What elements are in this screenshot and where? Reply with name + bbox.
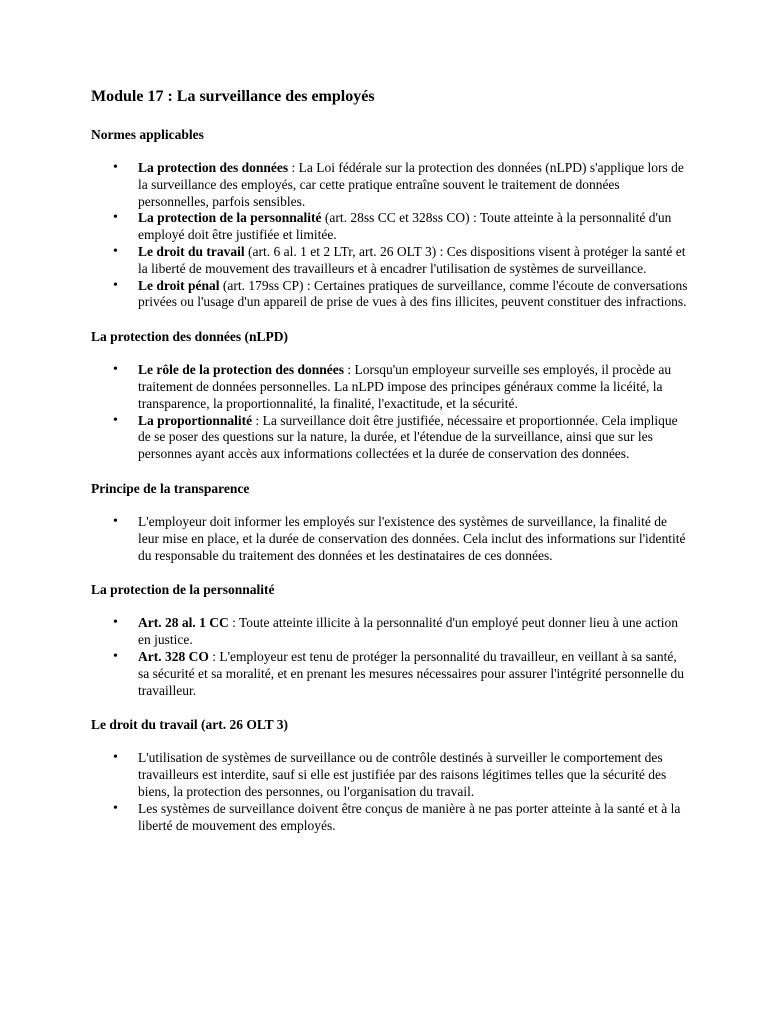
bullet-list bbox=[91, 362, 691, 463]
item-text: : Lorsqu'un employeur surveille ses employés, il procède au traitement de données personnelles. La nLPD impose des principes généraux comme la licéité, la transparence, la proportionnalité, la finalité, l'exactitude, et la sécurité. bbox=[138, 362, 672, 411]
item-text: Les systèmes de surveillance doivent être conçus de manière à ne pas porter atteinte à la santé et à la liberté de mouvement des employés. bbox=[138, 800, 681, 833]
section-heading: La protection de la personnalité bbox=[91, 582, 275, 598]
list-item bbox=[91, 278, 691, 312]
section-heading: Normes applicables bbox=[91, 127, 204, 142]
section-heading: La protection des données (nLPD) bbox=[91, 329, 289, 345]
list-item bbox=[91, 210, 691, 244]
bullet-list bbox=[91, 514, 691, 564]
bullet-list bbox=[91, 750, 691, 834]
bullet-list bbox=[91, 615, 691, 699]
list-item bbox=[91, 649, 691, 699]
item-text: (art. 28ss CC et 328ss CO) : Toute atteinte à la personnalité d'un employé doit être justifiée et limitée. bbox=[138, 210, 672, 243]
section-heading: Le droit du travail (art. 26 OLT 3) bbox=[91, 717, 289, 733]
item-term: Art. 28 al. 1 CC bbox=[138, 615, 229, 631]
list-item bbox=[91, 750, 691, 800]
item-term: Le rôle de la protection des données bbox=[138, 362, 344, 378]
document-body bbox=[91, 87, 691, 851]
list-item bbox=[91, 244, 691, 278]
item-text: : La surveillance doit être justifiée, nécessaire et proportionnée. Cela implique de se poser des questions sur la nature, la durée, et l'étendue de la surveillance, ainsi que sur les personnes ayant accès aux informations collectées et la durée de conservation des données. bbox=[138, 412, 678, 462]
item-term: La protection des données bbox=[138, 160, 289, 175]
item-text: (art. 179ss CP) : Certaines pratiques de surveillance, comme l'écoute de conversations privées ou l'usage d'un appareil de prise de vues à des fins illicites, peuvent constituer des infractions. bbox=[138, 277, 688, 310]
list-item bbox=[91, 801, 691, 835]
bullet-list bbox=[91, 160, 691, 311]
item-term: La proportionnalité bbox=[138, 412, 253, 428]
list-item bbox=[91, 362, 691, 412]
item-term: Le droit du travail bbox=[138, 243, 245, 259]
item-text: L'employeur doit informer les employés sur l'existence des systèmes de surveillance, la finalité de leur mise en place, et la durée de conservation des données. Cela inclut des informations sur l'identité du responsable du traitement des données et les destinataires de ces données. bbox=[138, 513, 686, 563]
item-text: : L'employeur est tenu de protéger la personnalité du travailleur, en veillant à sa santé, sa sécurité et sa moralité, et en prenant les mesures nécessaires pour assurer l'intégrité personnelle du travailleur. bbox=[138, 648, 684, 698]
item-text: (art. 6 al. 1 et 2 LTr, art. 26 OLT 3) : Ces dispositions visent à protéger la santé et la liberté de mouvement des travailleurs et à encadrer l'utilisation de systèmes de surveillance. bbox=[138, 243, 686, 276]
list-item bbox=[91, 413, 691, 463]
item-text: : La Loi fédérale sur la protection des données (nLPD) s'applique lors de la surveillance des employés, car cette pratique entraîne souvent le traitement de données personnelles, parfois sensibles. bbox=[138, 160, 684, 209]
list-item bbox=[91, 514, 691, 564]
item-text: : Toute atteinte illicite à la personnalité d'un employé peut donner lieu à une action en justice. bbox=[138, 615, 678, 648]
item-term: Art. 328 CO bbox=[138, 648, 209, 664]
item-text: L'utilisation de systèmes de surveillance ou de contrôle destinés à surveiller le comportement des travailleurs est interdite, sauf si elle est justifiée par des raisons légitimes telles que la sécurité des biens, la protection des personnes, ou l'organisation du travail. bbox=[138, 750, 667, 799]
list-item bbox=[91, 160, 691, 210]
item-term: Le droit pénal bbox=[138, 277, 220, 293]
section-heading: Principe de la transparence bbox=[91, 480, 250, 496]
page-title: Module 17 : La surveillance des employés bbox=[91, 88, 375, 105]
list-item bbox=[91, 615, 691, 649]
item-term: La protection de la personnalité bbox=[138, 210, 322, 226]
